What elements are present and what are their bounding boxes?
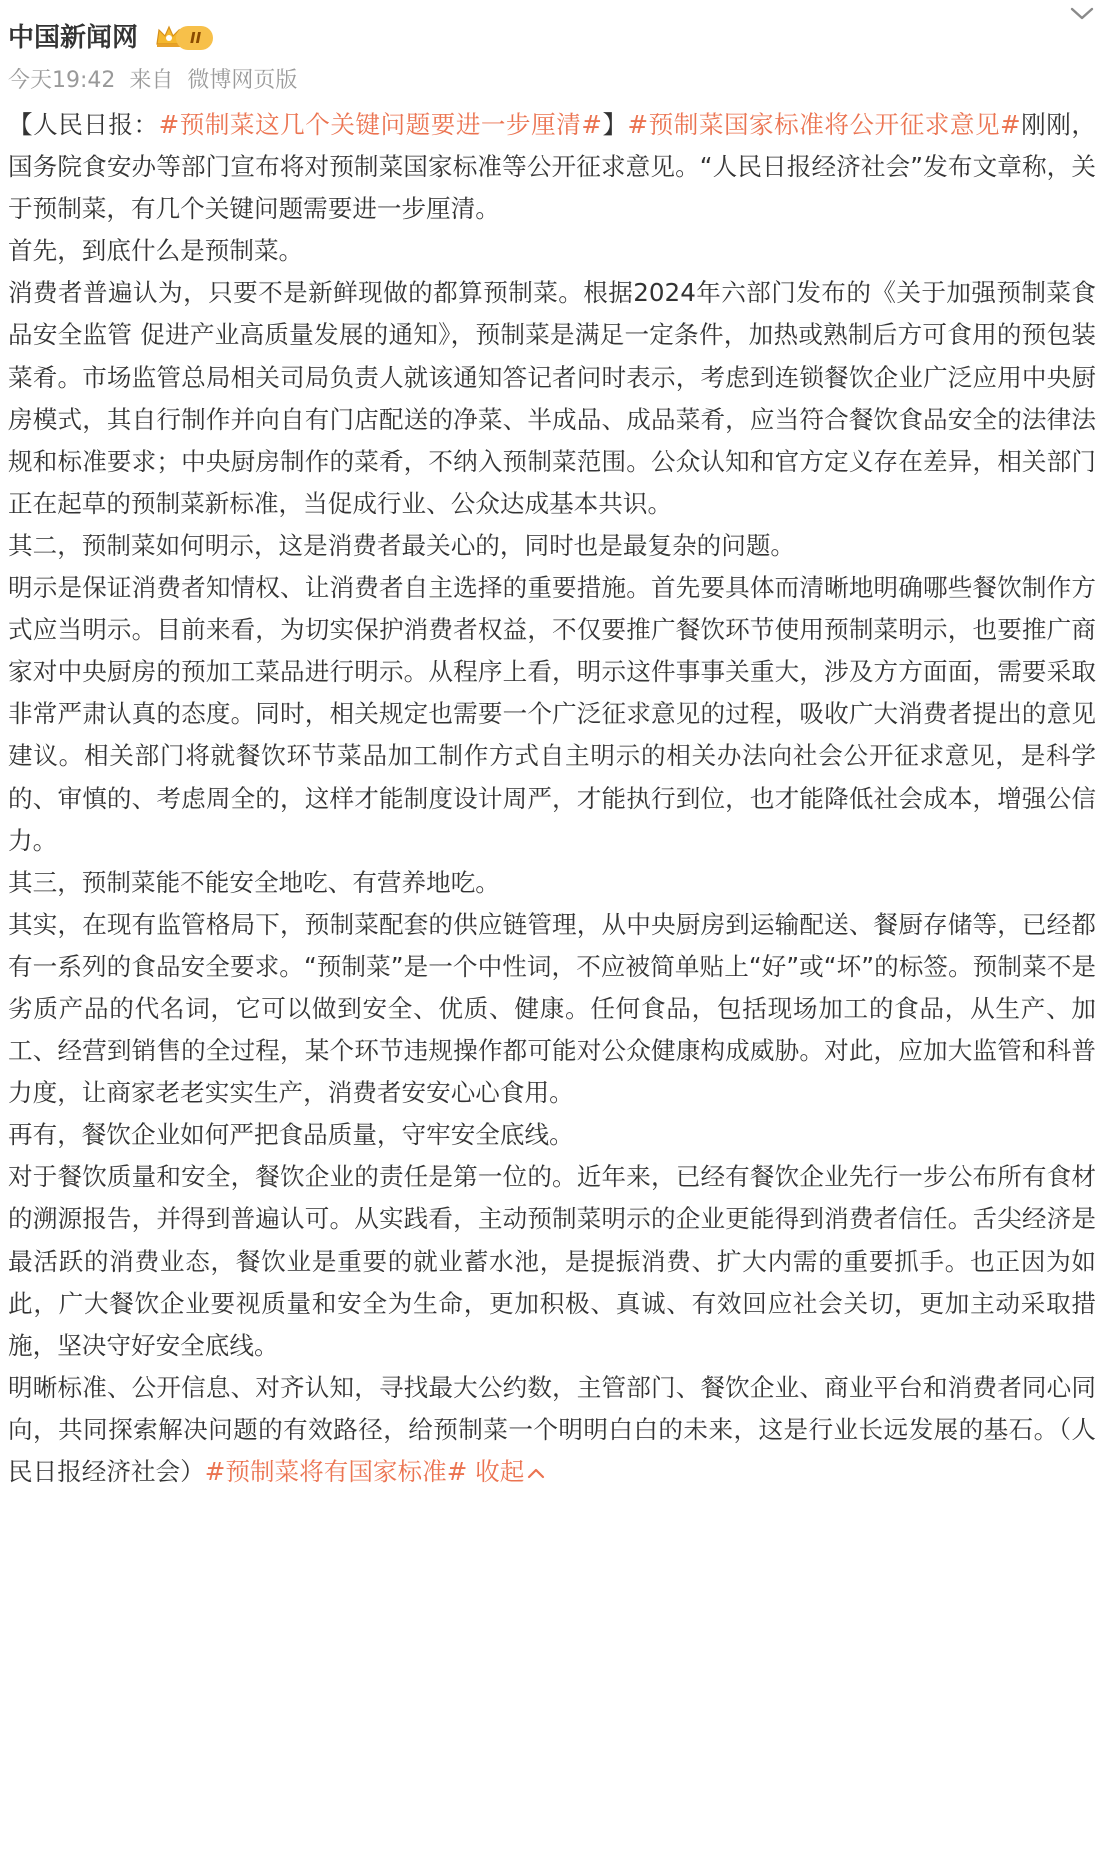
paragraph-intro	[8, 104, 1096, 230]
vip-badge[interactable]	[154, 23, 213, 53]
paragraph-body: 明示是保证消费者知情权、让消费者自主选择的重要措施。首先要具体而清晰地明确哪些餐饮制作方式应当明示。目前来看，为切实保护消费者权益，不仅要推广餐饮环节使用预制菜明示，也要推广商家对中央厨房的预加工菜品进行明示。从程序上看，明示这件事事关重大，涉及方方面面，需要采取非常严肃认真的态度。同时，相关规定也需要一个广泛征求意见的过程，吸收广大消费者提出的意见建议。相关部门将就餐饮环节菜品加工制作方式自主明示的相关办法向社会公开征求意见，是科学的、审慎的、考虑周全的，这样才能制度设计周严，才能执行到位，也才能降低社会成本，增强公信力。	[8, 573, 1096, 855]
paragraph-heading: 首先，到底什么是预制菜。	[8, 236, 304, 266]
hashtag-link[interactable]: #预制菜这几个关键问题要进一步厘清#	[158, 110, 602, 139]
collapse-label: 收起	[475, 1457, 525, 1486]
chevron-up-icon	[524, 1457, 546, 1486]
intro-body: 刚刚，国务院食安办等部门宣布将对预制菜国家标准等公开征求意见。“人民日报经济社会”发布文章称，关于预制菜，有几个关键问题需要进一步厘清。	[8, 110, 1096, 224]
hashtag-link[interactable]: #预制菜国家标准将公开征求意见#	[627, 110, 1021, 139]
paragraph-heading: 其三，预制菜能不能安全地吃、有营养地吃。	[8, 867, 500, 897]
post-source[interactable]: 微博网页版	[187, 68, 298, 93]
closing-text: 明晰标准、公开信息、对齐认知，寻找最大公约数，主管部门、餐饮企业、商业平台和消费者同心同向，共同探索解决问题的有效路径，给预制菜一个明明白白的未来，这是行业长远发展的基石。（人民日报经济社会）	[8, 1372, 1096, 1486]
author-name[interactable]: 中国新闻网	[8, 23, 139, 53]
badge-level: II	[176, 26, 213, 50]
post-header	[8, 18, 213, 58]
collapse-button[interactable]	[475, 1457, 546, 1486]
paragraph-body: 消费者普遍认为，只要不是新鲜现做的都算预制菜。根据2024年六部门发布的《关于加强预制菜食品安全监管 促进产业高质量发展的通知》，预制菜是满足一定条件，加热或熟制后方可食用的预包装菜肴。市场监管总局相关司局负责人就该通知答记者问时表示，考虑到连锁餐饮企业广泛应用中央厨房模式，其自行制作并向自有门店配送的净菜、半成品、成品菜肴，应当符合餐饮食品安全的法律法规和标准要求；中央厨房制作的菜肴，不纳入预制菜范围。公众认知和官方定义存在差异，相关部门正在起草的预制菜新标准，当促成行业、公众达成基本共识。	[8, 278, 1096, 518]
post-meta	[8, 66, 297, 96]
hashtag-link[interactable]: #预制菜将有国家标准#	[204, 1457, 468, 1486]
paragraph-body: 其实，在现有监管格局下，预制菜配套的供应链管理，从中央厨房到运输配送、餐厨存储等，已经都有一系列的食品安全要求。“预制菜”是一个中性词，不应被简单贴上“好”或“坏”的标签。预制菜不是劣质产品的代名词，它可以做到安全、优质、健康。任何食品，包括现场加工的食品，从生产、加工、经营到销售的全过程，某个环节违规操作都可能对公众健康构成威胁。对此，应加大监管和科普力度，让商家老老实实生产，消费者安安心心食用。	[8, 909, 1096, 1108]
intro-bracket: 】	[601, 110, 628, 139]
paragraph-heading: 其二，预制菜如何明示，这是消费者最关心的，同时也是最复杂的问题。	[8, 530, 796, 560]
post-time[interactable]: 今天19:42	[8, 68, 116, 93]
intro-prefix: 【人民日报：	[8, 110, 159, 139]
chevron-down-icon[interactable]	[1064, 0, 1100, 28]
paragraph-body: 对于餐饮质量和安全，餐饮企业的责任是第一位的。近年来，已经有餐饮企业先行一步公布所有食材的溯源报告，并得到普遍认可。从实践看，主动预制菜明示的企业更能得到消费者信任。舌尖经济是最活跃的消费业态，餐饮业是重要的就业蓄水池，是提振消费、扩大内需的重要抓手。也正因为如此，广大餐饮企业要视质量和安全为生命，更加积极、真诚、有效回应社会关切，更加主动采取措施，坚决守好安全底线。	[8, 1162, 1096, 1360]
post-content	[8, 104, 1096, 1493]
paragraph-heading: 再有，餐饮企业如何严把食品质量，守牢安全底线。	[8, 1120, 574, 1150]
paragraph-closing	[8, 1367, 1096, 1493]
source-prefix: 来自	[129, 68, 174, 93]
